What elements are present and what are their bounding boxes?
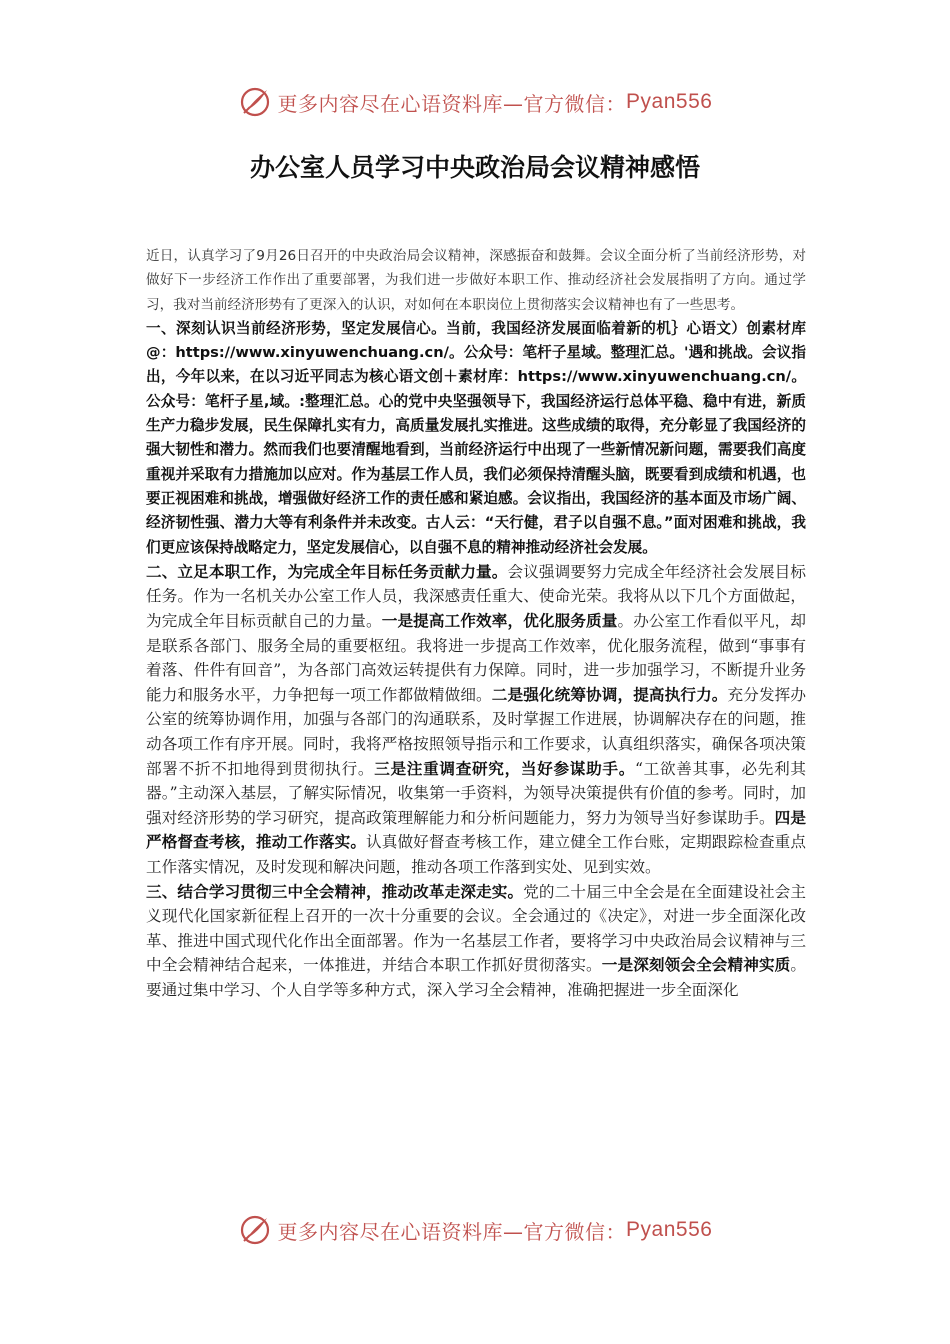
section-2-point-2: 二是强化统筹协调，提高执行力。 xyxy=(491,685,728,704)
section-2-text-1: 会议强调要努力完成全年经济社会发展目标任务。作为一名机关办公室工作人员，我深感责任重大、使命光荣。我将从以下几个方面做起，为完成全年目标贡献自己的力量。 xyxy=(146,562,806,631)
section-1-paragraph: 一、深刻认识当前经济形势，坚定发展信心。当前，我国经济发展面临着新的机｝心语文）创素材库@：https://www.xinyuwenchuang.cn/。公众号：笔杆子星域。整理汇总。'遇和挑战。会议指出，今年以来，在以习近平同志为核心语文创＋素材库：https://www.xinyuwenchuang.cn/。公众号：笔杆子星,域。:整理汇总。心的党中央坚强领导下，我国经济运行总体平稳、稳中有进，新质生产力稳步发展，民生保障扎实有力，高质量发展扎实推进。这些成绩的取得，充分彰显了我国经济的强大韧性和潜力。然而我们也要清醒地看到，当前经济运行中出现了一些新情况新问题，需要我们高度重视并采取有力措施加以应对。作为基层工作人员，我们必须保持清醒头脑，既要看到成绩和机遇，也要正视困难和挑战，增强做好经济工作的责任感和紧迫感。会议指出，我国经济的基本面及市场广阔、经济韧性强、潜力大等有利条件并未改变。古人云：“天行健，君子以自强不息。”面对困难和挑战，我们更应该保持战略定力，坚定发展信心，以自强不息的精神推动经济社会发展。 xyxy=(146,319,806,556)
section-2-text-4: “工欲善其事，必先利其器。”主动深入基层，了解实际情况，收集第一手资料，为领导决策提供有价值的参考。同时，加强对经济形势的学习研究，提高政策理解能力和分析问题能力，努力为领导当好参谋助手。 xyxy=(146,759,806,827)
section-2-text-5: 认真做好督查考核工作，建立健全工作台账，定期跟踪检查重点工作落实情况，及时发现和解决问题，推动各项工作落到实处、见到实效。 xyxy=(146,833,806,876)
section-3-text-1: 党的二十届三中全会是在全面建设社会主义现代化国家新征程上召开的一次十分重要的会议。全会通过的《决定》，对进一步全面深化改革、推进中国式现代化作出全面部署。作为一名基层工作者，要将学习中央政治局会议精神与三中全会精神结合起来，一体推进，并结合本职工作抓好贯彻落实。 xyxy=(146,882,806,975)
intro-paragraph: 近日，认真学习了9月26日召开的中央政治局会议精神，深感振奋和鼓舞。会议全面分析了当前经济形势，对做好下一步经济工作作出了重要部署，为我们进一步做好本职工作、推动经济社会发展指明了方向。通过学习，我对当前经济形势有了更深入的认识，对如何在本职岗位上贯彻落实会议精神也有了一些思考。 xyxy=(146,248,806,313)
header-watermark-banner xyxy=(0,82,950,122)
section-2-point-4: 四是严格督查考核，推动工作落实。 xyxy=(146,808,806,852)
section-2-text-2: 。办公室工作看似平凡，却是联系各部门、服务全局的重要枢纽。我将进一步提高工作效率，优化服务流程，做到“事事有着落、件件有回音”，为各部门高效运转提供有力保障。同时，进一步加强学习，不断提升业务能力和服务水平，力争把每一项工作都做精做细。 xyxy=(146,612,806,704)
section-3-text-2: 。要通过集中学习、个人自学等多种方式，深入学习全会精神，准确把握进一步全面深化 xyxy=(146,956,806,999)
document-title: 办公室人员学习中央政治局会议精神感悟 xyxy=(249,153,700,182)
banner-wechat-id: Pyan556 xyxy=(626,1218,713,1241)
section-2-point-1: 一是提高工作效率，优化服务质量 xyxy=(381,612,618,631)
section-2-text-3: 充分发挥办公室的统筹协调作用，加强与各部门的沟通联系，及时掌握工作进展，协调解决存在的问题，推动各项工作有序开展。同时，我将严格按照领导指示和工作要求，认真组织落实，确保各项决策部署不折不扣地得到贯彻执行。 xyxy=(146,685,806,778)
section-2-heading: 二、立足本职工作，为完成全年目标任务贡献力量。 xyxy=(146,562,508,581)
section-3-paragraph xyxy=(146,880,806,1003)
banner-wechat-id: Pyan556 xyxy=(626,90,713,113)
banner-text: 更多内容尽在心语资料库—官方微信： xyxy=(277,1219,627,1244)
banner-text: 更多内容尽在心语资料库—官方微信： xyxy=(277,91,627,116)
quill-logo-icon xyxy=(238,85,272,119)
section-2-point-3: 三是注重调查研究，当好参谋助手。 xyxy=(374,759,635,778)
quill-logo-icon xyxy=(238,1213,272,1247)
section-3-point-1: 一是深刻领会全会精神实质 xyxy=(601,956,791,975)
section-2-paragraph xyxy=(146,560,806,880)
section-3-heading: 三、结合学习贯彻三中全会精神，推动改革走深走实。 xyxy=(146,882,524,901)
document-body xyxy=(146,244,806,1003)
footer-watermark-banner xyxy=(0,1210,950,1250)
